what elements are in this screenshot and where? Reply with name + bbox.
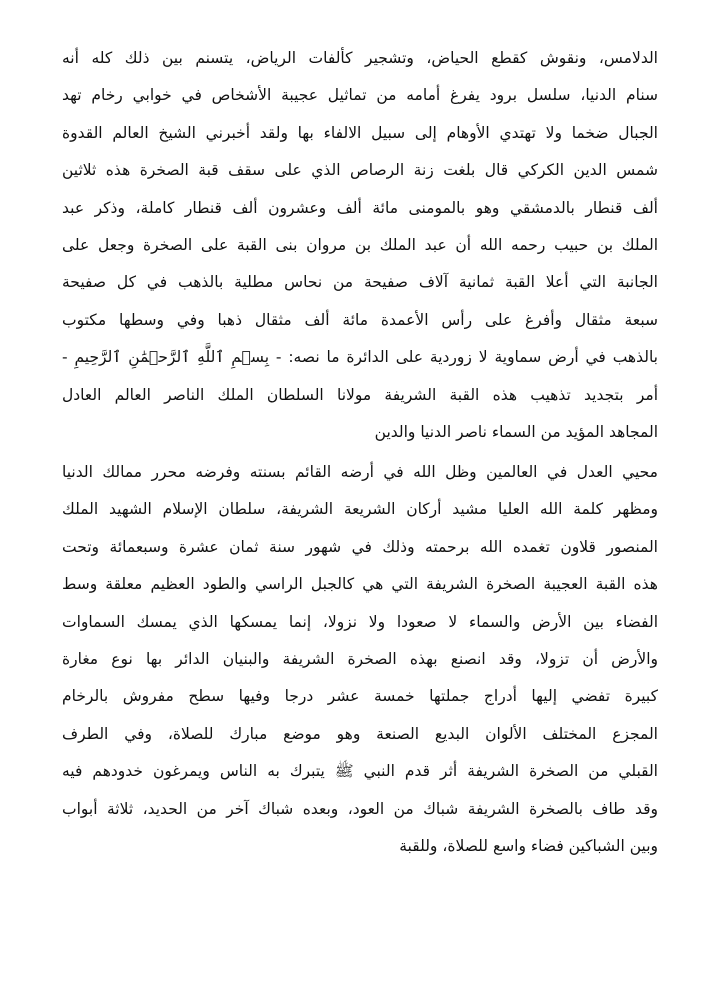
text-line: ومظهر كلمة الله العليا مشيد أركان الشريعة الشريفة، سلطان الإسلام الشهيد الملك <box>62 500 658 519</box>
text-line: أمر بتجديد تذهيب هذه القبة الشريفة مولانا السلطان الملك الناصر العالم العادل <box>62 385 658 404</box>
paragraph-2 <box>62 454 658 865</box>
text-line: المجزع المختلف الألوان البديع الصنعة وهو موضع مبارك للصلاة، وفي الطرف <box>62 724 658 743</box>
text-line: شمس الدين الكركي قال بلغت زنة الرصاص الذي على سقف قبة الصخرة هذه ثلاثين <box>62 161 658 180</box>
text-line: ألف قنطار بالدمشقي وهو بالمومنى مائة ألف وعشرون ألف قنطار كاملة، وذكر عبد <box>62 198 658 217</box>
text-line: سبعة مثقال وأفرغ على رأس الأعمدة مائة ألف مثقال ذهبا وفي وسطها مكتوب <box>62 310 658 329</box>
text-line: الجانبة التي أعلا القبة ثمانية آلاف صفيحة من نحاس مطلية بالذهب في كل صفيحة <box>62 273 658 292</box>
text-line: الدلامس، ونقوش كقطع الحياض، وتشجير كألفات الرياض، يتسنم بين ذلك كله أنه <box>62 49 658 67</box>
text-line: الملك بن حبيب رحمه الله أن عبد الملك بن مروان بنى القبة على الصخرة وجعل على <box>62 235 658 254</box>
text-line: بالذهب في أرض سماوية لا زوردية على الدائرة ما نصه: - بِسۡمِ ٱللَّهِ ٱلرَّحۡمَٰنِ ٱلرَّحِيمِ - <box>62 348 658 367</box>
paragraph-1 <box>62 40 658 451</box>
text-line: كبيرة تفضي إليها أدراج جملتها خمسة عشر درجا وفيها سطح مفروش بالرخام <box>62 687 658 706</box>
text-line: وقد طاف بالصخرة الشريفة شباك من العود، وبعده شباك آخر من الحديد، ثلاثة أبواب <box>62 799 658 818</box>
text-line: والأرض أن تزولا، وقد انصنع بهذه الصخرة الشريفة والبنيان الدائر بها نوع مغارة <box>62 649 658 668</box>
text-line: هذه القبة العجيبة الصخرة الشريفة التي هي كالجبل الراسي والطود العظيم معلقة وسط <box>62 575 658 594</box>
text-line: المجاهد المؤيد من السماء ناصر الدنيا والدين <box>374 422 658 441</box>
text-line: الجبال ضخما ولا تهتدي الأوهام إلى سبيل الالفاء بها ولقد أخبرني الشيخ العالم القدوة <box>62 123 658 142</box>
text-line: الفضاء بين الأرض والسماء لا صعودا ولا نزولا، إنما يمسكها الذي يمسك السماوات <box>62 612 658 631</box>
text-line: وبين الشباكين فضاء واسع للصلاة، وللقبة <box>399 836 658 855</box>
text-line: محيي العدل في العالمين وظل الله في أرضه القائم بسنته وفرضه محرر ممالك الدنيا <box>62 463 658 481</box>
text-line: المنصور قلاون تغمده الله برحمته وذلك في شهور سنة ثمان عشرة وسبعمائة وتحت <box>62 537 658 556</box>
text-line: القبلي من الصخرة الشريفة أثر قدم النبي ﷺ يتبرك به الناس ويمرغون خدودهم فيه <box>62 762 658 781</box>
text-line: سنام الدنيا، سلسل برود يفرغ أمامه من تماثيل عجيبة الأشخاص في خوابي رخام تهد <box>62 86 658 105</box>
